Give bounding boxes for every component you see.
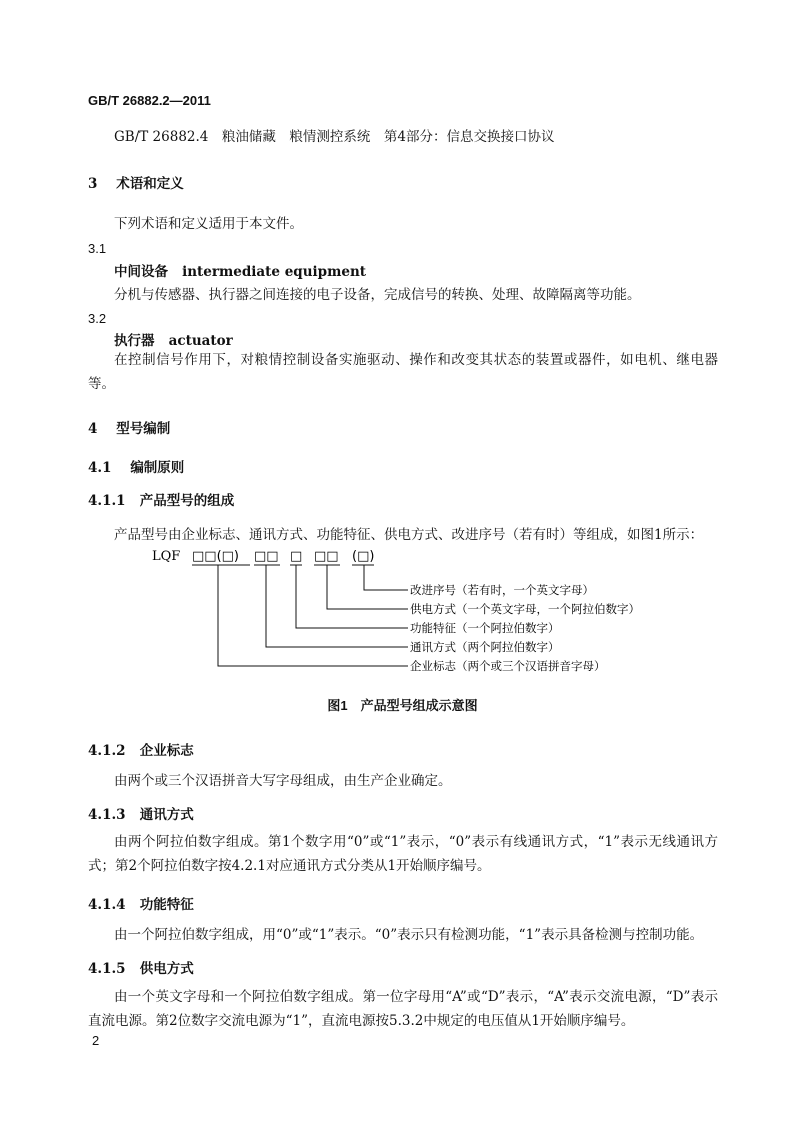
- clause-number: 4.1.5: [88, 961, 126, 977]
- term-3-1-number: 3.1: [88, 241, 107, 256]
- term-3-1-definition: 分机与传感器、执行器之间连接的电子设备，完成信号的转换、处理、故障隔离等功能。: [114, 287, 641, 303]
- leader-enterprise: [218, 565, 408, 666]
- figure-1-caption: 图1 产品型号组成示意图: [327, 698, 478, 713]
- term-cn: 执行器: [114, 333, 155, 349]
- clause-number: 4.1.3: [88, 807, 126, 823]
- code-group-enterprise: □□(□): [192, 549, 239, 564]
- clause-4-1-2-text: 由两个或三个汉语拼音大写字母组成，由生产企业确定。: [114, 773, 452, 789]
- clause-4-1-5-text: 由一个英文字母和一个阿拉伯数字组成。第一位字母用“A”或“D”表示，“A”表示交流电源，“D”表示直流电源。第2位数字交流电源为“1”，直流电源按5.3.2中规定的电压值从1开始顺序编号。: [88, 989, 718, 1029]
- term-cn: 中间设备: [114, 264, 168, 280]
- model-composition-diagram: [130, 545, 690, 680]
- clause-4-1-5-heading: [88, 960, 194, 978]
- label-function: 功能特征（一个阿拉伯数字）: [410, 621, 560, 635]
- term-3-2-number: 3.2: [88, 311, 107, 326]
- clause-title: 供电方式: [139, 961, 194, 977]
- label-communication: 通讯方式（两个阿拉伯数字）: [410, 640, 560, 654]
- section-number: 3: [88, 176, 98, 192]
- clause-4-1-4-text: 由一个阿拉伯数字组成，用“0”或“1”表示。“0”表示只有检测功能，“1”表示具备检测与控制功能。: [114, 927, 704, 943]
- section-3-intro: 下列术语和定义适用于本文件。: [114, 216, 303, 232]
- clause-4-1-4-heading: [88, 896, 194, 914]
- clause-4-1-3-text: 由两个阿拉伯数字组成。第1个数字用“0”或“1”表示，“0”表示有线通讯方式，“1”表示无线通讯方式；第2个阿拉伯数字按4.2.1对应通讯方式分类从1开始顺序编号。: [88, 834, 718, 874]
- leader-function: [296, 565, 408, 628]
- section-title: 术语和定义: [116, 176, 184, 192]
- term-3-1-heading: [114, 263, 366, 281]
- clause-4-1-heading: [88, 459, 184, 477]
- clause-title: 编制原则: [130, 460, 185, 476]
- normative-reference: GB/T 26882.4 粮油储藏 粮情测控系统 第4部分：信息交换接口协议: [114, 129, 555, 145]
- label-revision: 改进序号（若有时，一个英文字母）: [410, 583, 594, 597]
- clause-number: 4.1: [88, 460, 112, 476]
- code-group-communication: □□: [254, 549, 279, 564]
- clause-4-1-2-heading: [88, 742, 194, 760]
- model-prefix: LQF: [152, 549, 181, 564]
- section-title: 型号编制: [116, 421, 171, 437]
- code-group-revision: (□): [352, 549, 375, 564]
- clause-4-1-1-heading: [88, 492, 234, 510]
- clause-number: 4.1.4: [88, 897, 126, 913]
- label-enterprise: 企业标志（两个或三个汉语拼音字母）: [410, 659, 606, 673]
- label-power: 供电方式（一个英文字母，一个阿拉伯数字）: [410, 602, 640, 616]
- clause-4-1-3-heading: [88, 806, 194, 824]
- clause-4-1-1-text: 产品型号由企业标志、通讯方式、功能特征、供电方式、改进序号（若有时）等组成，如图1所示：: [114, 527, 704, 543]
- section-4-heading: [88, 420, 170, 438]
- leader-lines: [192, 565, 408, 666]
- term-en: actuator: [168, 333, 233, 349]
- term-3-2-definition: 在控制信号作用下，对粮情控制设备实施驱动、操作和改变其状态的装置或器件，如电机、继电器等。: [88, 352, 718, 392]
- section-3-heading: [88, 175, 184, 193]
- leader-power: [327, 565, 408, 609]
- clause-number: 4.1.2: [88, 743, 126, 759]
- leader-communication: [266, 565, 408, 647]
- section-number: 4: [88, 421, 98, 437]
- clause-title: 企业标志: [139, 743, 194, 759]
- page-number: 2: [92, 1033, 100, 1048]
- clause-number: 4.1.1: [88, 493, 126, 509]
- code-group-function: □: [290, 549, 303, 564]
- clause-title: 通讯方式: [139, 807, 194, 823]
- leader-revision: [364, 565, 408, 590]
- clause-title: 功能特征: [139, 897, 194, 913]
- clause-title: 产品型号的组成: [139, 493, 235, 509]
- term-en: intermediate equipment: [182, 264, 367, 280]
- standard-header: GB/T 26882.2—2011: [88, 93, 211, 108]
- code-group-power: □□: [314, 549, 339, 564]
